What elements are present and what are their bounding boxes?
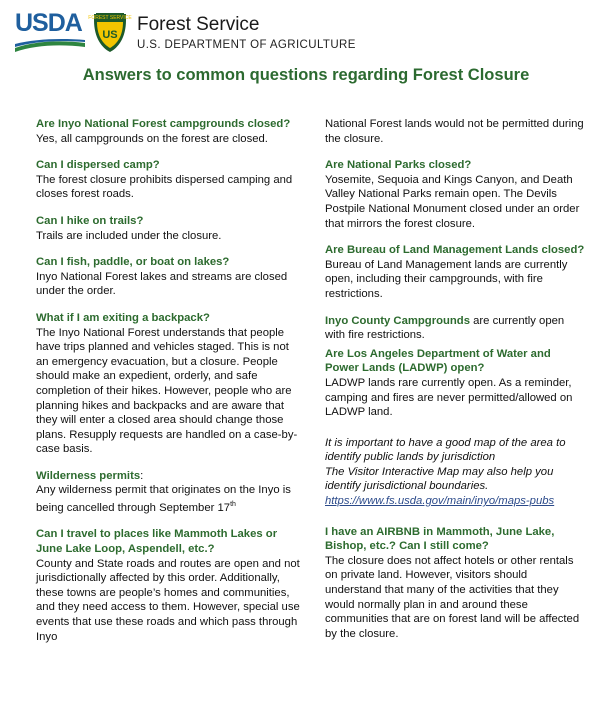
agency-title: Forest Service [137,14,260,35]
faq-item [36,527,301,644]
faq-item [325,347,585,420]
svg-text:FOREST SERVICE: FOREST SERVICE [88,15,132,21]
faq-question: What if I am exiting a backpack? [36,311,210,324]
map-note [325,436,585,509]
usda-swoosh-icon [15,39,85,53]
header [0,0,612,64]
faq-answer: Inyo National Forest lakes and streams are closed under the order. [36,270,288,298]
faq-answer: The forest closure prohibits dispersed camping and closes forest roads. [36,173,293,201]
faq-answer-text: Any wilderness permit that originates on the Inyo is being cancelled through September 17 [36,484,291,514]
faq-question: Are Bureau of Land Management Lands closed? [325,244,585,257]
agency-subtitle: U.S. DEPARTMENT OF AGRICULTURE [137,39,356,51]
faq-answer: County and State roads and routes are open and not jurisdictionally affected by this order. Additionally, these towns are people’s homes and communities, and they need access to them. However, special use events that use these roads and which pass through Inyo [36,557,300,643]
faq-question: Are Inyo National Forest campgrounds closed? [36,118,291,130]
faq-answer: Yes, all campgrounds on the forest are closed. [36,132,268,145]
faq-question: Wilderness permits [36,469,141,482]
faq-question: Can I travel to places like Mammoth Lakes or June Lake Loop, Aspendell, etc.? [36,528,278,556]
faq-answer: The Inyo National Forest understands that people have trips planned and vehicles staged. This is not an emergency evacuation, but a closure. People should make an expedient, orderly, and safe completion of their hikes. However, people who are planning hikes and backpacks and are aware that they will enter a closed area should change those plans. Resupply requests are handled on a case-by-case basis. [36,326,298,456]
maps-link[interactable]: https://www.fs.usda.gov/main/inyo/maps-pubs [325,495,555,508]
faq-answer: LADWP lands rare currently open. As a reminder, camping and fires are never permitted/allowed on LADWP land. [325,376,573,419]
faq-question: Are Los Angeles Department of Water and Power Lands (LADWP) open? [325,347,551,375]
faq-answer-superscript: th [230,501,236,509]
continued-answer: National Forest lands would not be permitted during the closure. [325,118,584,145]
forest-service-shield-icon[interactable] [88,10,132,54]
right-column [325,117,585,641]
faq-question: Can I fish, paddle, or boat on lakes? [36,256,230,269]
map-note-line-1: It is important to have a good map of the area to identify public lands by jurisdiction [325,436,566,464]
faq-item-county [325,314,585,343]
faq-item [36,469,301,516]
faq-question: Are National Parks closed? [325,159,472,172]
faq-answer: Bureau of Land Management lands are currently open, including their campgrounds, with fire restrictions. [325,258,568,300]
faq-item [325,525,585,642]
faq-item [36,117,301,146]
faq-question-line [36,469,301,484]
faq-question: Can I hike on trails? [36,214,144,227]
faq-question-suffix: : [140,469,144,482]
faq-answer: are currently open with fire restrictions. [325,314,565,342]
page-title: Answers to common questions regarding Forest Closure [82,66,530,84]
faq-answer [36,483,301,515]
faq-answer: Yosemite, Sequoia and Kings Canyon, and Death Valley National Parks remain open. The Devils Postpile National Monument closed under an order that mirrors the forest closure. [325,173,580,230]
shield-text: US [102,29,118,41]
usda-logo-text: USDA [15,9,82,37]
map-note-line-2: The Visitor Interactive Map may also help you identify jurisdictional boundaries. [325,465,554,493]
faq-item [36,214,301,243]
faq-item [36,158,301,202]
usda-logo[interactable] [15,9,85,53]
faq-answer: Trails are included under the closure. [36,229,222,242]
faq-item [325,158,585,231]
faq-item [36,255,301,299]
faq-question: I have an AIRBNB in Mammoth, June Lake, Bishop, etc.? Can I still come? [325,525,555,553]
faq-item [36,311,301,457]
left-column [36,117,301,656]
faq-item [325,243,585,301]
faq-question: Inyo County Campgrounds [325,314,470,327]
faq-question: Can I dispersed camp? [36,159,160,172]
faq-answer: The closure does not affect hotels or other rentals on private land. However, visitors should understand that many of the activities that they would normally plan in and around these communities that are on forest land will be affected by the closure. [325,554,580,640]
